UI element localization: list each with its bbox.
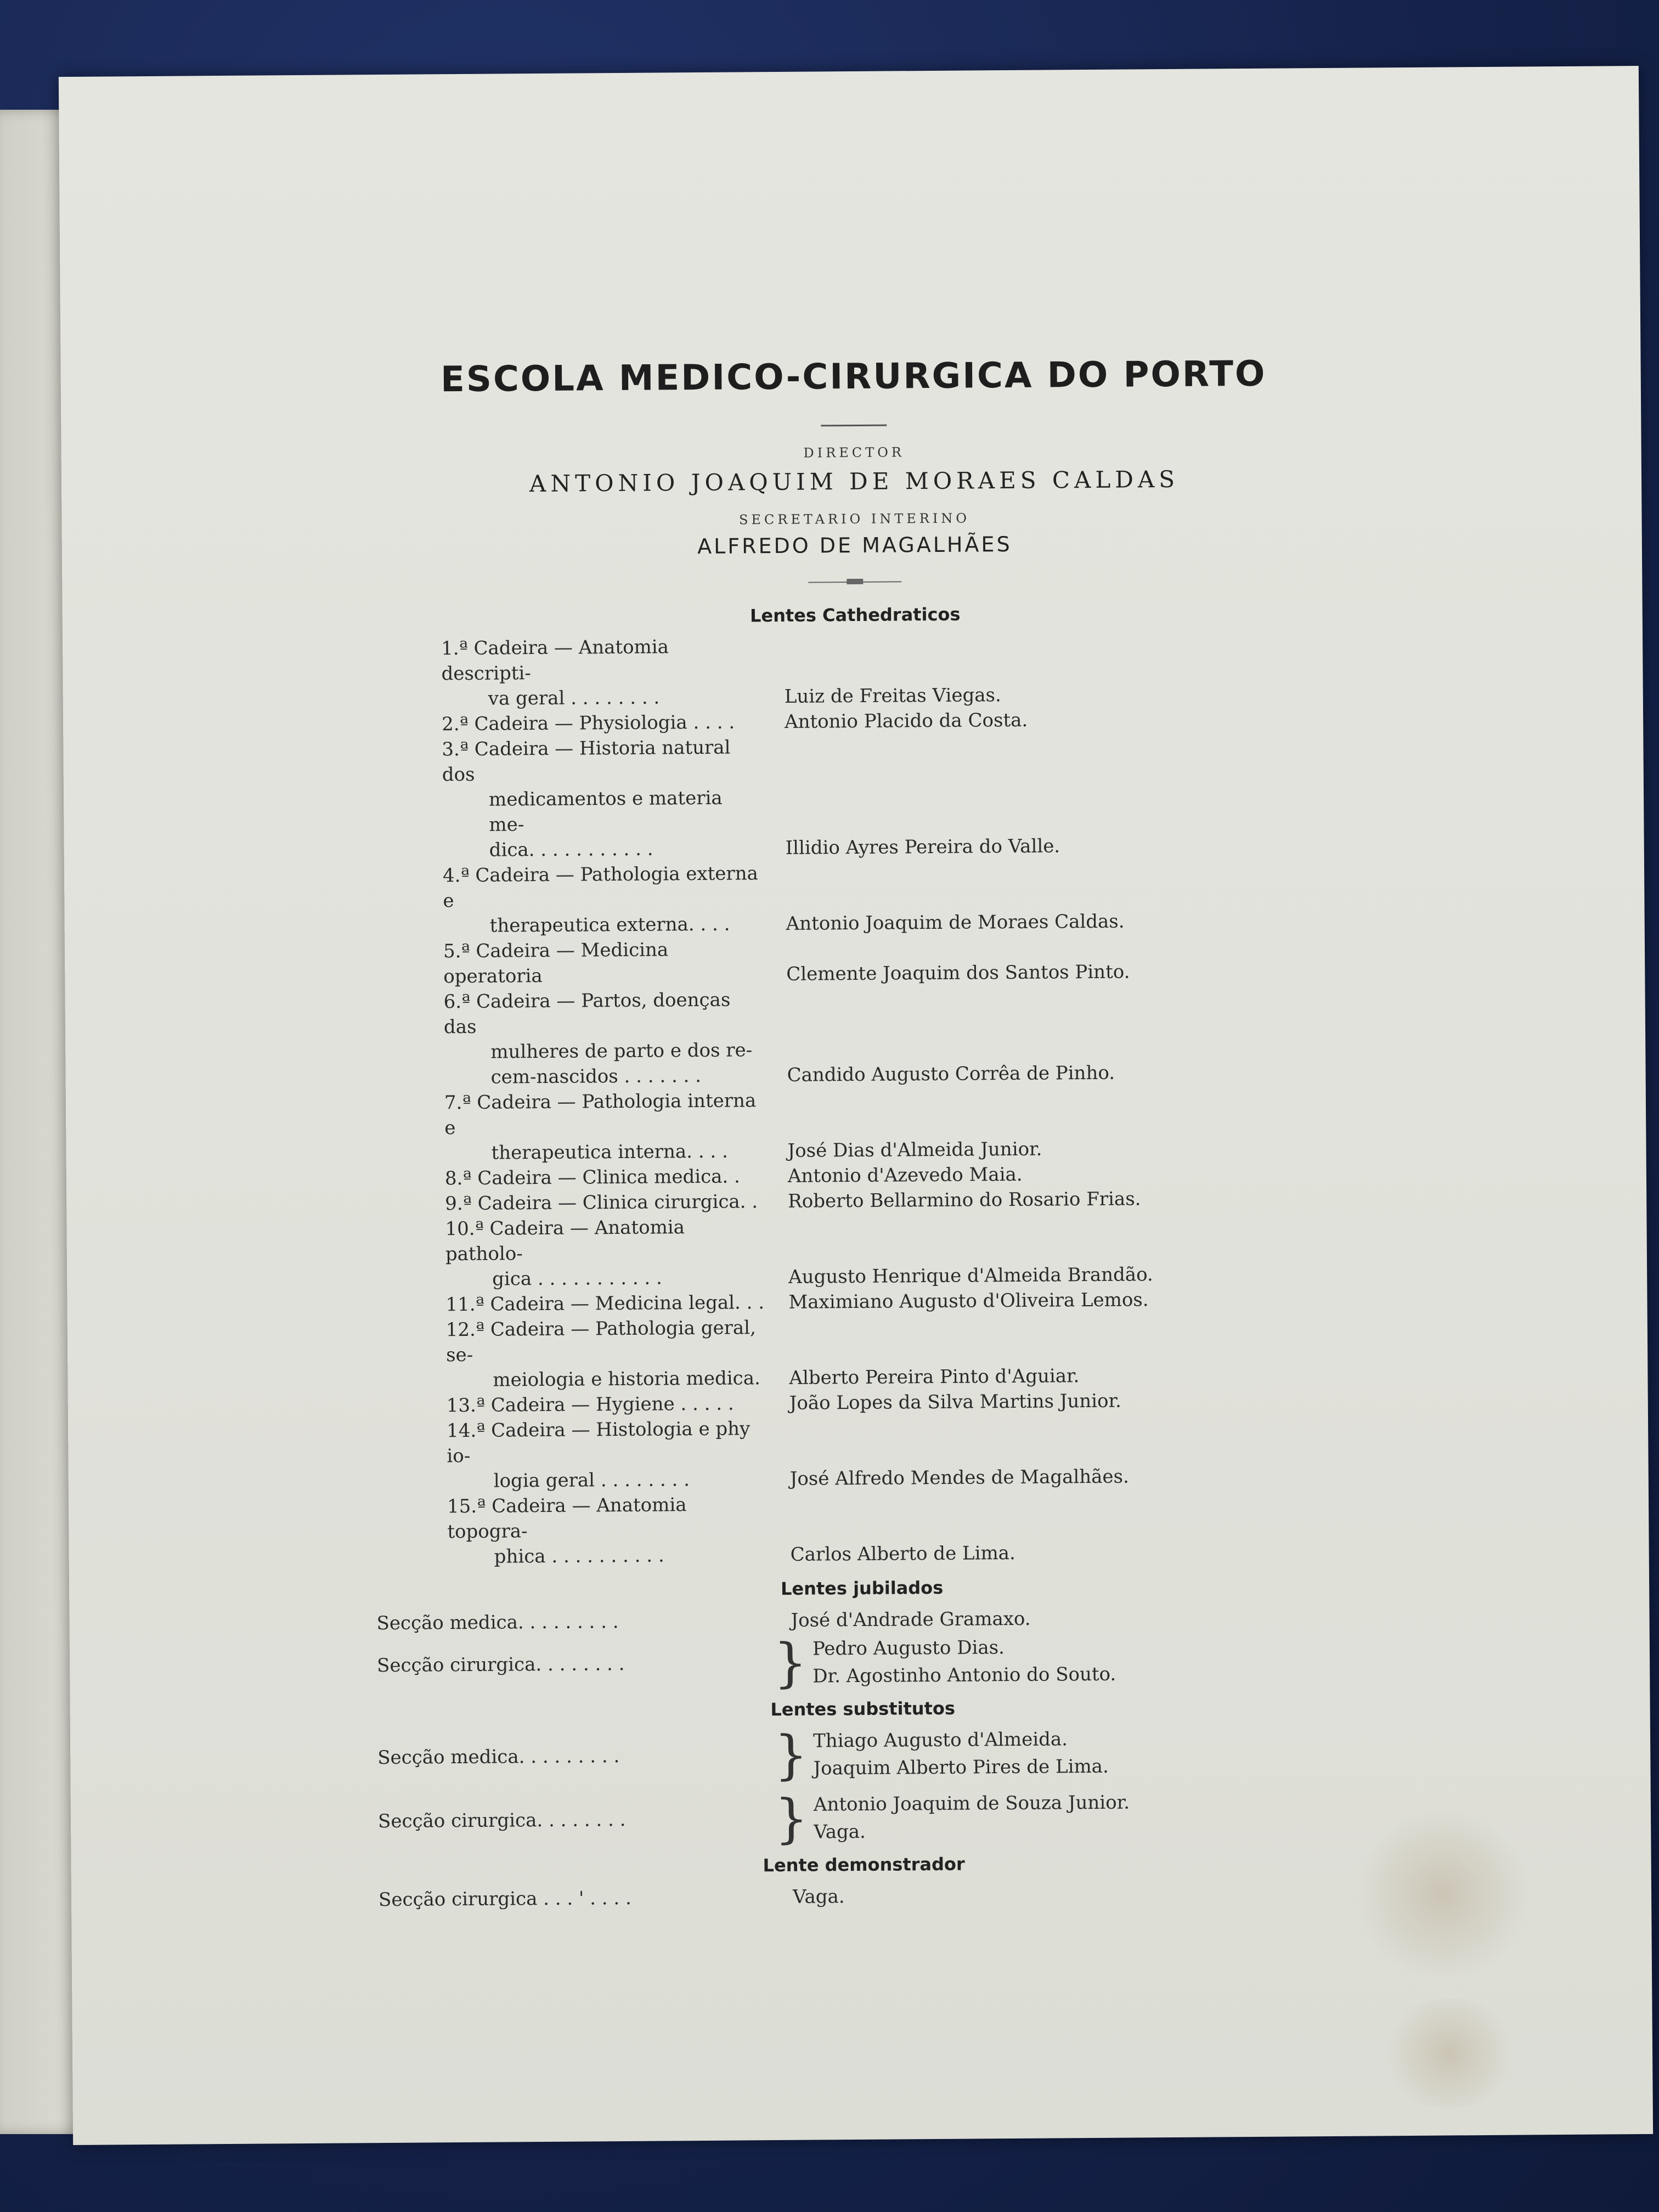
person-name: Antonio Joaquim de Souza Junior.	[813, 1791, 1130, 1816]
chair-line: logia geral . . . . . . . .	[493, 1469, 690, 1492]
person-name: José Alfredo Mendes de Magalhães.	[789, 1465, 1129, 1490]
section-heading: Lentes substitutos	[770, 1697, 956, 1720]
list-item	[377, 1724, 1349, 1785]
section-label: Secção cirurgica . . . ' . . . .	[378, 1887, 631, 1911]
list-item	[378, 1787, 1350, 1849]
person-name: Antonio Placido da Costa.	[784, 709, 1028, 733]
table-row	[375, 1311, 1346, 1393]
chair-line: meiologia e historia medica.	[493, 1367, 760, 1391]
stain-mark	[1349, 1811, 1537, 1977]
names-group	[812, 1633, 1116, 1690]
chair-line: cem-nascidos . . . . . . .	[490, 1064, 702, 1088]
section-label: Secção medica. . . . . . . . .	[376, 1611, 619, 1635]
chair-line: 15.ª Cadeira — Anatomia topogra-	[447, 1494, 687, 1543]
chair-line: 3.ª Cadeira — Historia natural dos	[442, 736, 731, 786]
table-row	[372, 933, 1344, 990]
secretary-name: ALFREDO DE MAGALHÃES	[697, 532, 1012, 558]
chair-description	[370, 634, 763, 712]
chair-line: va geral . . . . . . . .	[488, 686, 660, 710]
chair-line: 10.ª Cadeira — Anatomia patholo-	[445, 1216, 685, 1266]
person-name: Illidio Ayres Pereira do Valle.	[785, 835, 1060, 859]
brace-glyph: }	[774, 1787, 809, 1850]
ornament-rule	[808, 581, 901, 583]
section-label: Secção medica. . . . . . . . .	[377, 1745, 620, 1769]
person-name: Joaquim Alberto Pires de Lima.	[813, 1755, 1109, 1780]
person-name: Luiz de Freitas Viegas.	[784, 684, 1001, 708]
person-name: Vaga.	[792, 1886, 845, 1908]
chair-description	[370, 735, 764, 864]
person-name: Antonio Joaquim de Moraes Caldas.	[786, 910, 1125, 935]
chair-line: 14.ª Cadeira — Histologia e phy io-	[446, 1418, 751, 1468]
chair-description	[376, 1492, 769, 1570]
chair-line: mulheres de parto e dos re-	[490, 1039, 753, 1063]
table-row	[370, 731, 1342, 864]
person-name: João Lopes da Silva Martins Junior.	[789, 1390, 1122, 1414]
section-heading: Lentes Cathedraticos	[749, 603, 961, 627]
stain-mark	[1378, 1998, 1521, 2109]
person-name: Alberto Pereira Pinto d'Aguiar.	[789, 1365, 1080, 1389]
chair-line: gica . . . . . . . . . . .	[492, 1267, 663, 1290]
person-name: Thiago Augusto d'Almeida.	[813, 1728, 1068, 1752]
table-row	[375, 1412, 1347, 1494]
person-name: Antonio d'Azevedo Maia.	[787, 1163, 1023, 1187]
table-row	[370, 630, 1341, 712]
list-item	[379, 1880, 1350, 1914]
chair-line: 7.ª Cadeira — Pathologia interna e	[444, 1090, 757, 1139]
secretary-label: SECRETARIO INTERINO	[738, 510, 970, 528]
chair-line: 6.ª Cadeira — Partos, doenças das	[443, 989, 731, 1039]
table-row	[371, 857, 1343, 939]
chair-description	[373, 1088, 766, 1166]
brace-glyph: }	[773, 1632, 808, 1694]
chair-description	[372, 936, 765, 990]
names-group	[814, 1789, 1130, 1846]
list-item	[377, 1632, 1348, 1693]
person-name: Vaga.	[814, 1820, 866, 1843]
chair-line: 9.ª Cadeira — Clinica cirurgica. .	[445, 1190, 758, 1215]
brace-glyph: }	[774, 1724, 808, 1786]
chair-description	[375, 1315, 768, 1393]
section-label: Secção cirurgica. . . . . . . .	[376, 1652, 625, 1677]
cathedraticos-list	[370, 630, 1347, 1570]
document-page	[59, 66, 1653, 2145]
person-name: Pedro Augusto Dias.	[812, 1637, 1005, 1660]
person-name: Roberto Bellarmino do Rosario Frias.	[788, 1188, 1141, 1212]
table-row	[376, 1488, 1347, 1570]
page-title: ESCOLA MEDICO-CIRURGICA DO PORTO	[440, 353, 1267, 400]
table-row	[374, 1210, 1345, 1293]
chair-line: 13.ª Cadeira — Hygiene . . . . .	[446, 1392, 734, 1417]
title-rule	[821, 425, 887, 427]
person-name: Candido Augusto Corrêa de Pinho.	[787, 1062, 1115, 1086]
director-name: ANTONIO JOAQUIM DE MORAES CALDAS	[529, 465, 1180, 498]
chair-description	[374, 1189, 766, 1217]
person-name: Carlos Alberto de Lima.	[790, 1542, 1015, 1566]
person-name: Augusto Henrique d'Almeida Brandão.	[788, 1263, 1153, 1288]
chair-description	[375, 1416, 768, 1494]
chair-line: 4.ª Cadeira — Pathologia externa e	[442, 862, 758, 912]
person-name: Maximiano Augusto d'Oliveira Lemos.	[788, 1289, 1149, 1313]
chair-line: 2.ª Cadeira — Physiologia . . . .	[441, 711, 735, 736]
names-group	[813, 1725, 1109, 1782]
page-content	[368, 353, 1350, 1920]
table-row	[373, 983, 1344, 1091]
chair-description	[373, 987, 765, 1091]
chair-line: 11.ª Cadeira — Medicina legal. . .	[445, 1291, 765, 1316]
director-label: DIRECTOR	[803, 444, 905, 461]
chair-line: 1.ª Cadeira — Anatomia descripti-	[441, 636, 669, 685]
chair-line: 5.ª Cadeira — Medicina operatoria	[443, 939, 669, 988]
chair-line: 8.ª Cadeira — Clinica medica. .	[444, 1165, 741, 1190]
person-name: Clemente Joaquim dos Santos Pinto.	[786, 961, 1130, 985]
person-name: José d'Andrade Gramaxo.	[791, 1607, 1031, 1632]
chair-line: dica. . . . . . . . . . .	[489, 838, 653, 861]
chair-description	[374, 1164, 766, 1192]
chair-description	[370, 709, 763, 737]
chair-line: phica . . . . . . . . . .	[494, 1544, 664, 1568]
section-label: Secção cirurgica. . . . . . . .	[377, 1808, 626, 1833]
chair-description	[375, 1391, 768, 1419]
chair-line: 12.ª Cadeira — Pathologia geral, se-	[445, 1317, 756, 1367]
chair-description	[371, 861, 764, 939]
chair-line: therapeutica externa. . . .	[489, 913, 730, 937]
chair-description	[374, 1214, 766, 1293]
table-row	[373, 1084, 1345, 1166]
chair-description	[374, 1290, 766, 1318]
person-name: José Dias d'Almeida Junior.	[787, 1138, 1042, 1162]
section-heading: Lente demonstrador	[763, 1853, 965, 1876]
chair-line: therapeutica interna. . . .	[491, 1140, 728, 1164]
chair-line: medicamentos e materia me-	[488, 787, 723, 836]
section-heading: Lentes jubilados	[780, 1577, 944, 1599]
person-name: Dr. Agostinho Antonio do Souto.	[812, 1663, 1116, 1688]
